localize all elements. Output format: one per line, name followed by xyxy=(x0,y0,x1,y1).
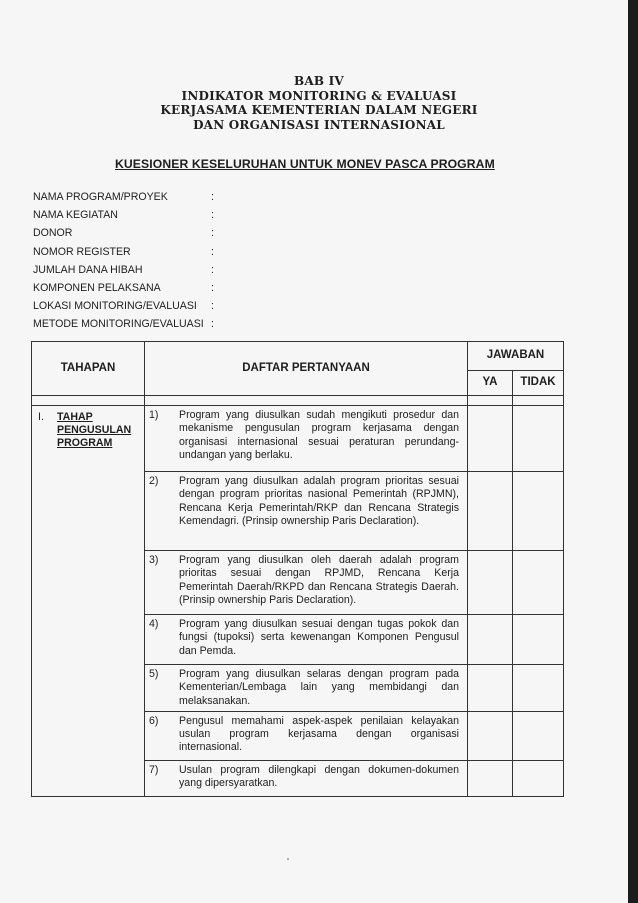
spacer-cell xyxy=(32,396,145,406)
field-colon: : xyxy=(211,318,214,331)
question-number: 7) xyxy=(149,763,159,776)
question-number: 4) xyxy=(149,618,159,630)
question-cell xyxy=(145,760,468,796)
column-header-ya: YA xyxy=(468,371,513,396)
answer-ya-cell[interactable] xyxy=(468,472,513,551)
column-header-jawaban: JAWABAN xyxy=(468,342,564,371)
question-cell xyxy=(145,711,468,760)
field-label: NOMOR REGISTER xyxy=(33,245,131,258)
field-label: METODE MONITORING/EVALUASI xyxy=(33,318,204,331)
tahap-number: I. xyxy=(38,411,44,423)
field-label: NAMA PROGRAM/PROYEK xyxy=(33,191,168,203)
scan-edge xyxy=(628,0,638,903)
column-header-tidak: TIDAK xyxy=(513,371,564,396)
spacer-cell xyxy=(468,396,513,406)
question-text: Program yang diusulkan selaras dengan program pada Kementerian/Lembaga lain yang membidangi dan melaksanakan. xyxy=(179,668,459,707)
field-colon: : xyxy=(211,191,214,203)
answer-tidak-cell[interactable] xyxy=(513,665,564,712)
question-text: Pengusul memahami aspek-aspek penilaian kelayakan usulan program kerjasama dengan organisasi internasional. xyxy=(179,714,459,754)
field-row xyxy=(33,206,221,224)
question-number: 1) xyxy=(149,409,159,421)
spacer-cell xyxy=(513,396,564,406)
answer-tidak-cell[interactable] xyxy=(513,551,564,615)
question-text: Program yang diusulkan sudah mengikuti prosedur dan mekanisme pengusulan program kerjasama dengan organisasi internasional sesuai peraturan perundang-undangan yang berlaku. xyxy=(179,409,459,461)
question-text: Usulan program dilengkapi dengan dokumen-dokumen yang dipersyaratkan. xyxy=(179,763,459,790)
field-row xyxy=(33,243,221,261)
answer-tidak-cell[interactable] xyxy=(513,760,564,796)
field-row xyxy=(33,188,221,206)
column-header-pertanyaan: DAFTAR PERTANYAAN xyxy=(145,342,468,396)
document-header xyxy=(0,74,638,132)
question-number: 6) xyxy=(149,714,159,727)
field-label: LOKASI MONITORING/EVALUASI xyxy=(33,300,197,313)
header-line-4: DAN ORGANISASI INTERNASIONAL xyxy=(193,117,445,132)
field-colon: : xyxy=(211,300,214,313)
question-text: Program yang diusulkan sesuai dengan tugas pokok dan fungsi (tupoksi) serta kewenangan Komponen Pengusul dan Pemda. xyxy=(179,618,459,657)
tahap-name-line: TAHAP xyxy=(57,411,93,423)
tahap-name xyxy=(57,411,131,450)
question-cell xyxy=(145,665,468,712)
field-row xyxy=(33,297,221,315)
field-row xyxy=(33,224,221,242)
chapter-title: BAB IV xyxy=(294,74,344,88)
answer-ya-cell[interactable] xyxy=(468,760,513,796)
questionnaire-title: KUESIONER KESELURUHAN UNTUK MONEV PASCA PROGRAM xyxy=(115,157,495,171)
field-row xyxy=(33,315,221,333)
answer-ya-cell[interactable] xyxy=(468,406,513,472)
field-label: JUMLAH DANA HIBAH xyxy=(33,263,143,276)
answer-ya-cell[interactable] xyxy=(468,615,513,665)
question-text: Program yang diusulkan oleh daerah adalah program prioritas sesuai dengan RPJMD, Rencana Kerja Pemerintah Daerah/RKPD dan Rencana Strategis Daerah. (Prinsip ownership Paris Declaration). xyxy=(179,554,459,606)
spacer-cell xyxy=(145,396,468,406)
field-colon: : xyxy=(211,281,214,294)
field-label: DONOR xyxy=(33,227,73,240)
identity-fields xyxy=(33,188,221,334)
questionnaire-table xyxy=(31,341,564,797)
question-number: 5) xyxy=(149,668,159,680)
question-cell xyxy=(145,406,468,472)
answer-ya-cell[interactable] xyxy=(468,551,513,615)
table-row xyxy=(32,406,564,472)
question-number: 2) xyxy=(149,475,159,487)
answer-ya-cell[interactable] xyxy=(468,665,513,712)
answer-tidak-cell[interactable] xyxy=(513,472,564,551)
question-cell xyxy=(145,615,468,665)
field-colon: : xyxy=(211,227,214,240)
question-cell xyxy=(145,551,468,615)
field-row xyxy=(33,279,221,297)
tahap-name-line: PROGRAM xyxy=(57,437,113,449)
answer-tidak-cell[interactable] xyxy=(513,615,564,665)
column-header-tahapan: TAHAPAN xyxy=(32,342,145,396)
answer-tidak-cell[interactable] xyxy=(513,406,564,472)
tahap-name-line: PENGUSULAN xyxy=(57,424,132,436)
answer-tidak-cell[interactable] xyxy=(513,711,564,760)
answer-ya-cell[interactable] xyxy=(468,711,513,760)
scan-speck xyxy=(287,858,289,860)
field-label: KOMPONEN PELAKSANA xyxy=(33,281,161,294)
field-colon: : xyxy=(211,263,214,276)
field-row xyxy=(33,261,221,279)
field-label: NAMA KEGIATAN xyxy=(33,209,118,222)
tahap-cell xyxy=(32,406,145,797)
field-colon: : xyxy=(211,209,214,222)
question-number: 3) xyxy=(149,554,159,566)
question-cell xyxy=(145,472,468,551)
question-text: Program yang diusulkan adalah program prioritas sesuai dengan program prioritas nasional Pemerintah (RPJMN), Rencana Kerja Pemerintah/RKP dan Rencana Strategis Kemendagri. (Prinsip ownership Paris Declaration). xyxy=(179,475,459,527)
header-line-2: INDIKATOR MONITORING & EVALUASI xyxy=(181,88,457,103)
field-colon: : xyxy=(211,245,214,258)
header-line-3: KERJASAMA KEMENTERIAN DALAM NEGERI xyxy=(160,103,478,117)
